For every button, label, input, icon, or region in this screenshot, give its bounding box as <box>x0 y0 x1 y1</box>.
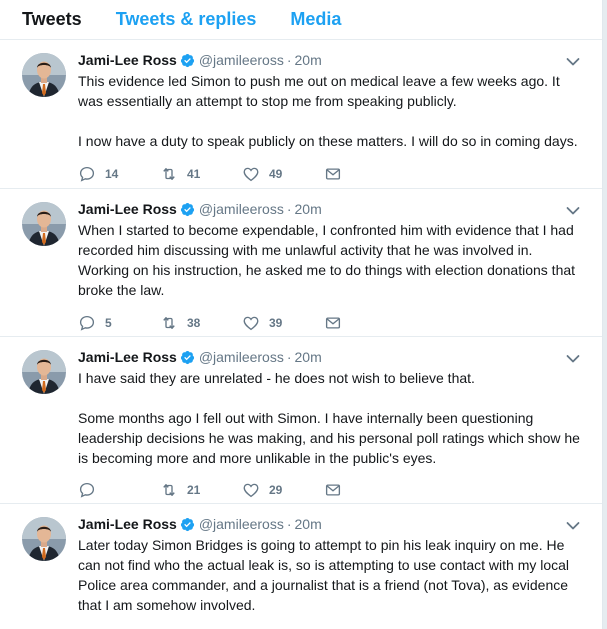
tweet[interactable] <box>0 189 602 337</box>
tweet-actions <box>78 480 342 500</box>
reply-icon <box>78 314 96 332</box>
like-button[interactable] <box>242 165 324 183</box>
reply-count: 5 <box>105 316 112 330</box>
like-icon <box>242 165 260 183</box>
reply-button[interactable] <box>78 165 160 183</box>
tweet-text <box>78 71 582 151</box>
author-handle[interactable]: @jamileeross <box>198 349 284 365</box>
tweet-paragraph: This evidence led Simon to push me out on medical leave a few weeks ago. It was essentially an attempt to stop me from speaking publicly. <box>78 73 560 109</box>
chevron-down-icon[interactable] <box>566 203 580 213</box>
message-icon <box>324 314 342 332</box>
tweet-text <box>78 368 582 468</box>
tweet[interactable] <box>0 337 602 504</box>
separator-dot: · <box>286 52 292 68</box>
retweet-button[interactable] <box>160 314 242 332</box>
separator-dot: · <box>286 201 292 217</box>
tweet-header <box>78 514 582 534</box>
chevron-down-icon[interactable] <box>566 351 580 361</box>
reply-icon <box>78 165 96 183</box>
reply-button[interactable] <box>78 481 160 499</box>
tweet-timestamp[interactable]: 20m <box>294 516 322 532</box>
tweet-actions <box>78 164 342 184</box>
author-name[interactable]: Jami-Lee Ross <box>78 349 177 365</box>
tweet-paragraph: Some months ago I fell out with Simon. I have internally been questioning leadership decisions he was making, and his personal poll ratings which show he is becoming more and more unlikable in the public's eyes. <box>78 410 580 466</box>
tweet-header <box>78 50 582 70</box>
chevron-down-icon[interactable] <box>566 518 580 528</box>
tweet-stream <box>0 40 602 629</box>
tweet-header <box>78 199 582 219</box>
tweet-paragraph: When I started to become expendable, I confronted him with evidence that I had recorded him discussing with me unlawful activity that he was involved in. Working on his instruction, he asked me to do things with election donations that broke the law. <box>78 222 576 298</box>
avatar[interactable] <box>22 202 66 246</box>
tweet-content <box>78 199 582 300</box>
tweet-header <box>78 347 582 367</box>
tweet-paragraph: I have said they are unrelated - he does not wish to believe that. <box>78 370 475 386</box>
tweet-text <box>78 220 582 300</box>
retweet-button[interactable] <box>160 481 242 499</box>
author-handle[interactable]: @jamileeross <box>198 201 284 217</box>
direct-message-button[interactable] <box>324 165 342 183</box>
separator-dot: · <box>286 516 292 532</box>
tab-media[interactable]: Media <box>290 9 342 29</box>
like-count: 29 <box>269 483 283 497</box>
retweet-icon <box>160 165 178 183</box>
tweet-content <box>78 50 582 151</box>
tweet-actions <box>78 313 342 333</box>
retweet-count: 41 <box>187 167 201 181</box>
verified-badge-icon <box>180 350 195 365</box>
avatar[interactable] <box>22 53 66 97</box>
tweet-content <box>78 514 582 615</box>
verified-badge-icon <box>180 202 195 217</box>
message-icon <box>324 481 342 499</box>
avatar[interactable] <box>22 517 66 561</box>
tweet[interactable] <box>0 504 602 629</box>
retweet-button[interactable] <box>160 165 242 183</box>
reply-count: 14 <box>105 167 119 181</box>
tab-tweets-and-replies[interactable]: Tweets & replies <box>115 9 257 29</box>
like-count: 49 <box>269 167 283 181</box>
profile-tabs <box>0 0 602 40</box>
tweet-timestamp[interactable]: 20m <box>294 349 322 365</box>
like-button[interactable] <box>242 314 324 332</box>
tweet-content <box>78 347 582 468</box>
tweet-paragraph: I now have a duty to speak publicly on these matters. I will do so in coming days. <box>78 133 578 149</box>
like-icon <box>242 314 260 332</box>
author-handle[interactable]: @jamileeross <box>198 516 284 532</box>
author-name[interactable]: Jami-Lee Ross <box>78 201 177 217</box>
chevron-down-icon[interactable] <box>566 54 580 64</box>
tweet-timestamp[interactable]: 20m <box>294 52 322 68</box>
separator-dot: · <box>286 349 292 365</box>
direct-message-button[interactable] <box>324 481 342 499</box>
tweet-paragraph: Later today Simon Bridges is going to attempt to pin his leak inquiry on me. He can not find who the actual leak is, so is attempting to use contact with my local Police area commander, and a journalist that is a friend (not Tova), as evidence that I am somehow involved. <box>78 537 570 613</box>
message-icon <box>324 165 342 183</box>
author-name[interactable]: Jami-Lee Ross <box>78 52 177 68</box>
reply-icon <box>78 481 96 499</box>
verified-badge-icon <box>180 53 195 68</box>
avatar[interactable] <box>22 350 66 394</box>
tweet-timestamp[interactable]: 20m <box>294 201 322 217</box>
like-count: 39 <box>269 316 283 330</box>
like-icon <box>242 481 260 499</box>
verified-badge-icon <box>180 517 195 532</box>
retweet-count: 21 <box>187 483 201 497</box>
tweet[interactable] <box>0 40 602 189</box>
reply-button[interactable] <box>78 314 160 332</box>
direct-message-button[interactable] <box>324 314 342 332</box>
like-button[interactable] <box>242 481 324 499</box>
retweet-icon <box>160 481 178 499</box>
retweet-icon <box>160 314 178 332</box>
tweet-text <box>78 535 582 615</box>
author-handle[interactable]: @jamileeross <box>198 52 284 68</box>
retweet-count: 38 <box>187 316 201 330</box>
author-name[interactable]: Jami-Lee Ross <box>78 516 177 532</box>
tab-tweets[interactable]: Tweets <box>22 9 82 29</box>
